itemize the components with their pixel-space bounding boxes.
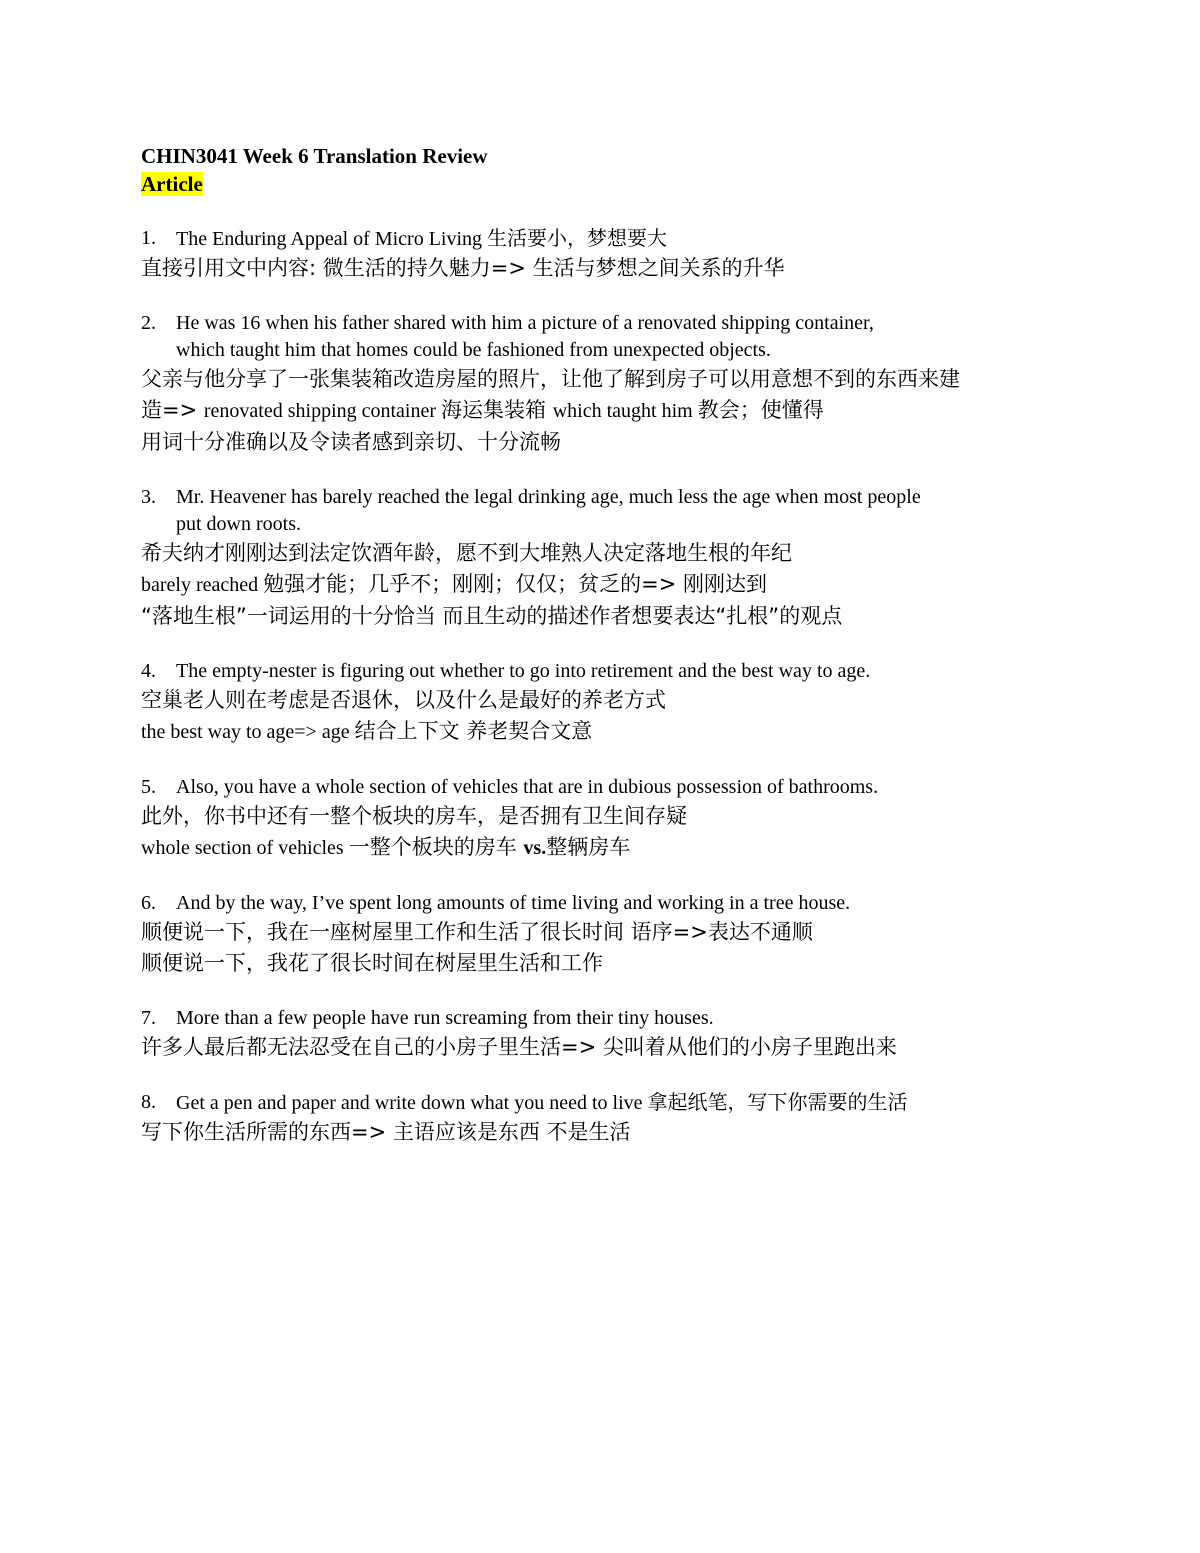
item-source-line — [141, 1005, 1071, 1032]
document-page — [141, 143, 1071, 1148]
comment-line: 用词十分准确以及令读者感到亲切、十分流畅 — [141, 430, 561, 454]
translation-text: 拿起纸笔，写下你需要的生活 — [647, 1090, 908, 1114]
translation-line: 希夫纳才刚刚达到法定饮酒年龄，愿不到大堆熟人决定落地生根的年纪 — [141, 541, 792, 565]
spacer — [141, 632, 1071, 658]
item-source-line-continued: put down roots. — [176, 513, 301, 535]
item-number: 3. — [141, 486, 156, 508]
comment-text: 造=> — [141, 398, 204, 422]
spacer — [141, 864, 1071, 890]
item-number: 8. — [141, 1091, 156, 1113]
spacer — [141, 979, 1071, 1005]
source-text: Mr. Heavener has barely reached the legal drinking age, much less the age when most people — [176, 486, 921, 508]
review-item-5 — [141, 774, 1071, 864]
source-phrase: which taught him — [552, 400, 698, 422]
item-source-line-continued: which taught him that homes could be fashioned from unexpected objects. — [176, 339, 771, 361]
comment-line: 直接引用文中内容: 微生活的持久魅力=> 生活与梦想之间关系的升华 — [141, 256, 785, 280]
vs-label: vs. — [523, 837, 547, 859]
translation-line: 此外，你书中还有一整个板块的房车，是否拥有卫生间存疑 — [141, 804, 687, 828]
item-source-line — [141, 658, 1071, 685]
comment-text: 教会；使懂得 — [697, 398, 824, 422]
item-number: 4. — [141, 660, 156, 682]
document-subtitle-highlighted: Article — [141, 172, 203, 196]
translation-line: 顺便说一下，我在一座树屋里工作和生活了很长时间 语序=>表达不通顺 — [141, 920, 813, 944]
source-text: And by the way, I’ve spent long amounts of time living and working in a tree house. — [176, 892, 851, 914]
source-phrase: renovated shipping container — [203, 400, 442, 422]
review-item-2 — [141, 310, 1071, 458]
item-source-line — [141, 774, 1071, 801]
item-source-line — [141, 225, 1071, 253]
review-item-7 — [141, 1005, 1071, 1063]
source-text: Get a pen and paper and write down what you need to live — [176, 1092, 648, 1114]
item-number: 7. — [141, 1007, 156, 1029]
comment-text: 整辆房车 — [546, 835, 631, 859]
source-text: Also, you have a whole section of vehicles that are in dubious possession of bathrooms. — [176, 776, 879, 798]
spacer — [141, 748, 1071, 774]
item-number: 5. — [141, 776, 156, 798]
comment-line: 写下你生活所需的东西=> 主语应该是东西 不是生活 — [141, 1120, 631, 1144]
item-source-line — [141, 310, 1071, 337]
comment-text: 海运集装箱 — [441, 398, 553, 422]
spacer — [141, 198, 1071, 225]
translation-line: 父亲与他分享了一张集装箱改造房屋的照片，让他了解到房子可以用意想不到的东西来建 — [141, 367, 960, 391]
translation-line: 许多人最后都无法忍受在自己的小房子里生活=> 尖叫着从他们的小房子里跑出来 — [141, 1035, 897, 1059]
source-text: The Enduring Appeal of Micro Living — [176, 228, 488, 250]
review-item-3 — [141, 484, 1071, 632]
comment-line — [141, 395, 1071, 427]
review-item-6 — [141, 890, 1071, 979]
spacer — [141, 284, 1071, 310]
spacer — [141, 1063, 1071, 1089]
item-number: 6. — [141, 892, 156, 914]
comment-text: 结合上下文 养老契合文意 — [354, 719, 593, 743]
comment-line — [141, 716, 1071, 748]
source-text: The empty-nester is figuring out whether to go into retirement and the best way to age. — [176, 660, 871, 682]
subtitle-line — [141, 170, 1071, 198]
translation-line: 空巢老人则在考虑是否退休，以及什么是最好的养老方式 — [141, 688, 666, 712]
document-title: CHIN3041 Week 6 Translation Review — [141, 144, 488, 168]
comment-line: “落地生根”一词运用的十分恰当 而且生动的描述作者想要表达“扎根”的观点 — [141, 604, 843, 628]
source-text: He was 16 when his father shared with him a picture of a renovated shipping container, — [176, 312, 874, 334]
source-phrase: whole section of vehicles — [141, 837, 349, 859]
source-phrase: the best way to age=> age — [141, 721, 355, 743]
source-phrase: barely reached — [141, 574, 264, 596]
spacer — [141, 458, 1071, 484]
translation-text: 生活要小，梦想要大 — [487, 226, 668, 250]
comment-line — [141, 832, 1071, 864]
comment-line — [141, 569, 1071, 601]
comment-line: 顺便说一下，我花了很长时间在树屋里生活和工作 — [141, 951, 603, 975]
review-item-8 — [141, 1089, 1071, 1148]
item-source-line — [141, 890, 1071, 917]
item-number: 2. — [141, 312, 156, 334]
item-source-line — [141, 484, 1071, 511]
review-item-1 — [141, 225, 1071, 284]
item-number: 1. — [141, 227, 156, 249]
item-source-line — [141, 1089, 1071, 1117]
review-item-4 — [141, 658, 1071, 748]
source-text: More than a few people have run screaming from their tiny houses. — [176, 1007, 714, 1029]
comment-text: 一整个板块的房车 — [348, 835, 524, 859]
comment-text: 勉强才能；几乎不；刚刚；仅仅；贫乏的=> 刚刚达到 — [263, 572, 768, 596]
